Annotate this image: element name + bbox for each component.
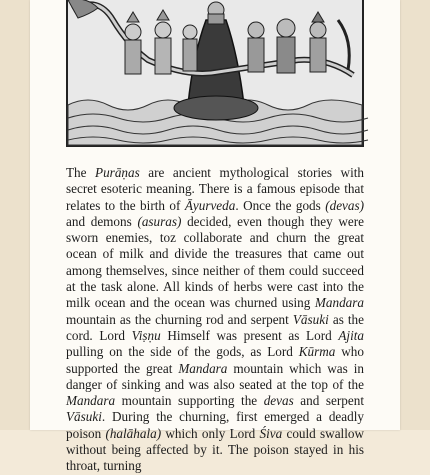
- term-halahala: (halāhala): [105, 425, 162, 441]
- term-mandara: Mandara: [314, 295, 364, 311]
- text-run: Himself was present as Lord: [160, 327, 339, 343]
- term-devas: (devas): [325, 197, 365, 213]
- term-kurma: Kūrma: [298, 344, 336, 360]
- term-vasuki: Vāsuki: [66, 409, 102, 425]
- text-run: and serpent: [293, 393, 364, 409]
- term-puranas: Purāṇas: [95, 165, 140, 180]
- text-run: . Once the gods: [235, 197, 326, 213]
- text-run: mountain which was in danger of sinking and was also seated at the top of the: [66, 360, 364, 392]
- text-run: pulling on the side of the gods, as Lord: [66, 344, 299, 360]
- text-run: . During the churning, first emerged a deadly poison: [66, 409, 364, 441]
- term-devas: devas: [263, 393, 294, 409]
- churning-ocean-illustration: [66, 0, 364, 147]
- text-run: mountain as the churning rod and serpent: [66, 311, 293, 327]
- book-edge-right: [400, 0, 430, 430]
- text-run: The: [66, 165, 96, 180]
- term-siva: Śiva: [259, 425, 283, 441]
- term-asuras: (asuras): [137, 213, 182, 229]
- text-run: decided, even though they were sworn enemies, toz collaborate and churn the great ocean of milk and divide the treasures that came out among themselves, since neither of them could succeed at the task alone. All kinds of herbs were cast into the milk ocean and the ocean was churned using: [66, 213, 364, 311]
- text-run: could swallow without being affected by it. The poison stayed in his throat, turning: [66, 425, 364, 474]
- term-vasuki: Vāsuki: [292, 311, 329, 327]
- text-run: as the cord. Lord: [66, 311, 364, 343]
- term-mandara: Mandara: [66, 393, 116, 409]
- term-visnu: Viṣṇu: [131, 327, 161, 343]
- text-run: mountain supporting the: [115, 393, 264, 409]
- term-ayurveda: Āyurveda: [184, 197, 236, 213]
- illustration-drawing: [68, 0, 362, 145]
- text-run: are ancient mythological stories with secret esoteric meaning. There is a famous episode that relates to the birth of: [66, 165, 364, 213]
- book-edge-left: [0, 0, 30, 430]
- text-run: and demons: [66, 213, 138, 229]
- book-page: [30, 0, 400, 474]
- term-ajita: Ajita: [338, 327, 364, 343]
- term-mandara: Mandara: [178, 360, 228, 376]
- text-run: which only Lord: [161, 425, 260, 441]
- text-run: who supported the great: [66, 344, 364, 376]
- body-paragraph: [66, 165, 364, 475]
